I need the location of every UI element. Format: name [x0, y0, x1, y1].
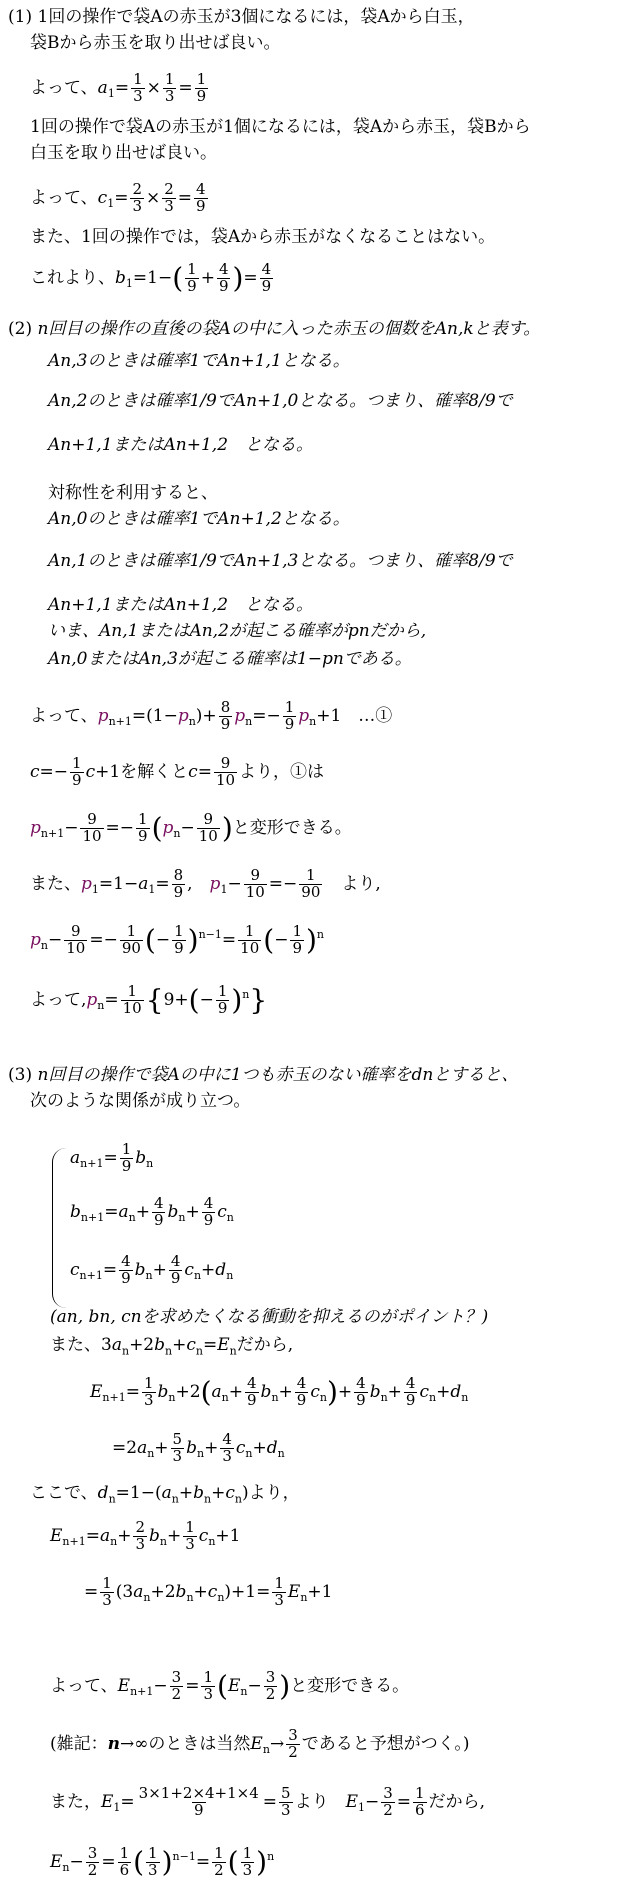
part3-intro-line — [8, 1064, 518, 1087]
p2-r7: いま、An,1またはAn,2が起こる確率がpnだから, — [48, 621, 427, 641]
part2-label: (2) — [8, 319, 33, 339]
E-rec2: $=2a_n+$ $\frac{5}{3}$ $b_n+$ $\frac{4}{3}$ $c_n+d_n$ — [112, 1430, 285, 1465]
part1-line7: また、1回の操作では，袋Aから赤玉がなくなることはない。 — [30, 227, 496, 247]
part2-intro-line — [8, 318, 540, 341]
p3-dakara: だから, — [236, 1335, 294, 1355]
e1-dakara: だから, — [428, 1791, 485, 1812]
a1-equation: よって、$a_1=$ $\frac{1}{3}$ × $\frac{1}{3}$ = $\frac{1}{9}$ — [30, 70, 207, 105]
p3-transform: と変形できる。 — [290, 1675, 410, 1696]
p2-sym: 対称性を利用すると、 — [48, 483, 218, 503]
e1-yori: より — [294, 1791, 329, 1812]
note2b: のときは当然 — [148, 1733, 251, 1754]
part1-line2: 袋Bから赤玉を取り出せば良い。 — [30, 33, 281, 53]
note2a: (雑記： — [50, 1733, 108, 1754]
sys-c: $c_{n+1}=$ $\frac{4}{9}$ $b_n+$ $\frac{4}{9}$ $c_n+d_n$ — [70, 1252, 234, 1287]
pn-general-eq: $p_n-$ $\frac{9}{10}$ =− $\frac{1}{90}$ (− $\frac{1}{9}$ )$^{n-1}$= $\frac{1}{10}$ (− $\frac{1}{9}$ )$^n$ — [30, 922, 325, 957]
p3-koko: ここで、 — [30, 1483, 98, 1503]
part3-label: (3) — [8, 1065, 33, 1085]
yori-text: より, — [341, 873, 381, 894]
final-text: よって, — [30, 989, 87, 1010]
p2-r4: An,0のときは確率1でAn+1,2となる。 — [48, 509, 350, 529]
transform-text: と変形できる。 — [232, 817, 352, 838]
p2-r8: An,0またはAn,3が起こる確率は1−pnである。 — [48, 649, 412, 669]
p2-r2: An,2のときは確率1/9でAn+1,0となる。つまり、確率8/9で — [48, 391, 513, 411]
c1-equation: よって、$c_1=$ $\frac{2}{3}$ × $\frac{2}{3}$ = $\frac{4}{9}$ — [30, 180, 206, 215]
solve-text2: より，①は — [239, 761, 325, 782]
part1-line1: 1回の操作で袋Aの赤玉が3個になるには，袋Aから白玉， — [37, 7, 475, 27]
p3-also: また、 — [50, 1335, 101, 1355]
p3-yori: より， — [248, 1483, 300, 1503]
pn-final-eq: よって$,p_n=$ $\frac{1}{10}$ {9+(− $\frac{1}{9}$ )$^n$} — [30, 982, 268, 1017]
E-def: また、$3a_n+2b_n+c_n=E_n$だから, — [50, 1335, 294, 1358]
part3-intro2: 次のような関係が成り立つ。 — [30, 1091, 251, 1111]
b1-text: これより、 — [30, 267, 115, 288]
p2-r1: An,3のときは確率1でAn+1,1となる。 — [48, 351, 350, 371]
p2-r3: An+1,1またはAn+1,2 となる。 — [48, 435, 314, 455]
c1-text: よって、 — [30, 187, 98, 208]
E-rec1: $E_{n+1}=$ $\frac{1}{3}$ $b_n+2(a_n+$ $\frac{4}{9}$ $b_n+$ $\frac{4}{9}$ $c_n)+$ $\frac{4}{9}$ $b_n+$ $\frac{4}{9}$ $c_n+d_n$ — [90, 1374, 469, 1409]
part1-line5: 白玉を取り出せば良い。 — [30, 143, 217, 163]
also-text: また、 — [30, 873, 81, 894]
d-def: ここで、$d_n=1-(a_n+b_n+c_n)$より， — [30, 1483, 300, 1506]
part1-line4: 1回の操作で袋Aの赤玉が1個になるには，袋Aから赤玉，袋Bから — [30, 117, 531, 137]
sys-b: $b_{n+1}=a_n+$ $\frac{4}{9}$ $b_n+$ $\frac{4}{9}$ $c_n$ — [70, 1194, 234, 1229]
En-general: $E_n-$ $\frac{3}{2}$ = $\frac{1}{6}$ ( $\frac{1}{3}$ )$^{n-1}$= $\frac{1}{2}$ ( $\frac{1}{3}$ )$^n$ — [50, 1844, 275, 1879]
part1-label: (1) — [8, 7, 33, 27]
part3-intro1: n回目の操作で袋Aの中に1つも赤玉のない確率をdnとすると、 — [37, 1065, 519, 1085]
E-rec3: $E_{n+1}=a_n+$ $\frac{2}{3}$ $b_n+$ $\frac{1}{3}$ $c_n+1$ — [50, 1518, 241, 1553]
part3-note1: (an, bn, cnを求めたくなる衝動を抑えるのがポイント？) — [50, 1307, 489, 1327]
rec-text: よって、 — [30, 705, 98, 726]
p1-eq: また、$p_1=1-a_1=$ $\frac{8}{9}$ , $p_1-$ $\frac{9}{10}$ =− $\frac{1}{90}$ より, — [30, 866, 381, 901]
transform-eq: $p_{n+1}-$ $\frac{9}{10}$ =− $\frac{1}{9}$ ($p_n-$ $\frac{9}{10}$ )と変形できる。 — [30, 810, 352, 845]
E-transform: よって、$E_{n+1}-$ $\frac{3}{2}$ = $\frac{1}{3}$ ($E_n-$ $\frac{3}{2}$ )と変形できる。 — [50, 1668, 410, 1703]
E1-eq: また，$E_1=$ $\frac{3\times 1+2\times 4+1\times 4}{9}$ = $\frac{5}{3}$ より $E_1-$ $\frac{3}{2}$ = $\frac{1}{6}$ だから, — [50, 1784, 485, 1819]
a1-text: よって、 — [30, 77, 98, 98]
p3-final-text: よって、 — [50, 1675, 118, 1696]
system-brace — [52, 1148, 67, 1308]
e1-text: また， — [50, 1791, 101, 1812]
sys-a: $a_{n+1}=$ $\frac{1}{9}$ $b_n$ — [70, 1140, 154, 1175]
p2-r6: An+1,1またはAn+1,2 となる。 — [48, 595, 314, 615]
p2-r5: An,1のときは確率1/9でAn+1,3となる。つまり、確率8/9で — [48, 551, 513, 571]
E-rec4: = $\frac{1}{3}$ $(3a_n+2b_n+c_n)+1=$ $\frac{1}{3}$ $E_n+1$ — [84, 1574, 333, 1609]
solve-text: を解くと — [120, 761, 189, 782]
fixed-point-eq: c=− $\frac{1}{9}$ c+1を解くとc= $\frac{9}{10}$ より，①は — [30, 754, 325, 789]
note2: (雑記：n→∞のときは当然$E_n\to$ $\frac{3}{2}$ であると予想がつく。) — [50, 1726, 470, 1761]
part2-intro: n回目の操作の直後の袋Aの中に入った赤玉の個数をAn,kと表す。 — [37, 319, 541, 339]
note2c: であると予想がつく。) — [301, 1733, 470, 1754]
recurrence-eq: よって、$p_{n+1}=(1-p_n)+$ $\frac{8}{9}$ $p_n=-$ $\frac{1}{9}$ $p_n+1$ …① — [30, 698, 393, 733]
part1-label-line — [8, 6, 475, 29]
b1-equation: これより、$b_1=1-$( $\frac{1}{9}$ + $\frac{4}{9}$ )= $\frac{4}{9}$ — [30, 260, 272, 295]
